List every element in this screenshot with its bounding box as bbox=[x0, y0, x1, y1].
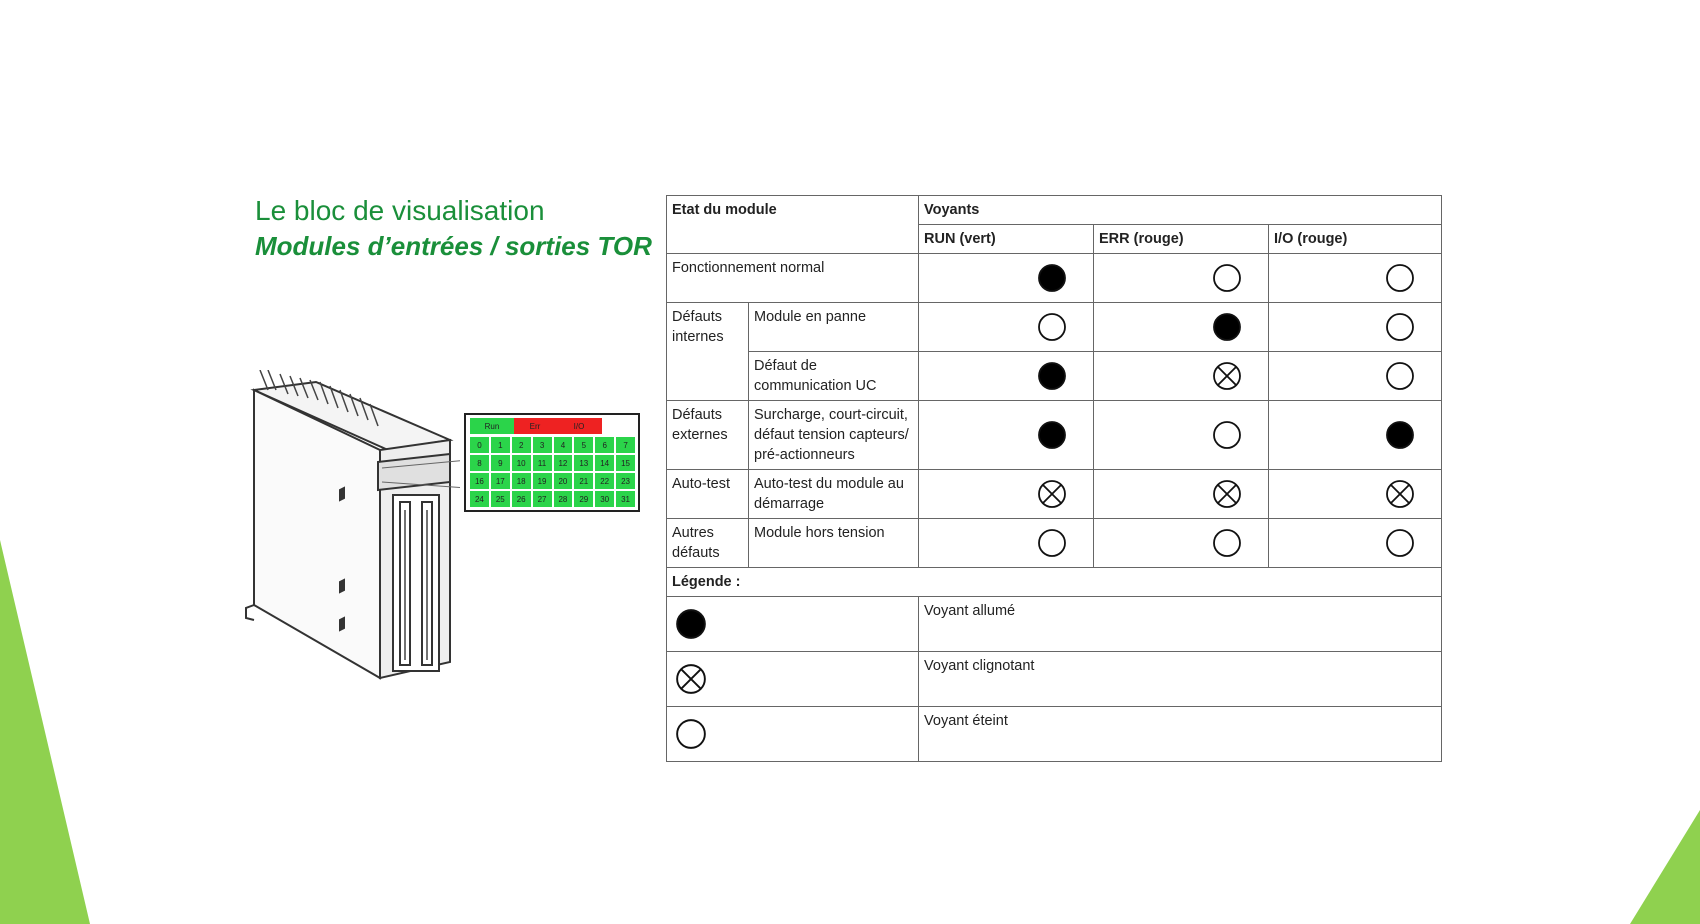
lamp-on-icon bbox=[675, 608, 707, 640]
led-channel: 26 bbox=[512, 491, 531, 507]
group-autotest: Auto-test bbox=[667, 470, 749, 519]
lamp-off-icon bbox=[1212, 263, 1242, 293]
led-channel: 3 bbox=[533, 437, 552, 453]
led-channel: 14 bbox=[595, 455, 614, 471]
row-comm-run bbox=[919, 352, 1094, 401]
row-external-label: Surcharge, court-circuit, défaut tension capteurs/ pré-actionneurs bbox=[749, 401, 919, 470]
lamp-on-icon bbox=[1037, 420, 1067, 450]
led-display-block bbox=[464, 413, 640, 512]
led-channel: 6 bbox=[595, 437, 614, 453]
legend-off-symbol bbox=[667, 707, 919, 762]
led-channel: 19 bbox=[533, 473, 552, 489]
row-external-run bbox=[919, 401, 1094, 470]
row-panne-io bbox=[1269, 303, 1442, 352]
row-comm-io bbox=[1269, 352, 1442, 401]
led-channel: 28 bbox=[554, 491, 573, 507]
group-internal-faults: Défauts internes bbox=[667, 303, 749, 401]
led-channel: 29 bbox=[574, 491, 593, 507]
led-channel: 10 bbox=[512, 455, 531, 471]
row-comm-err bbox=[1094, 352, 1269, 401]
row-panne-run bbox=[919, 303, 1094, 352]
legend-blink-symbol bbox=[667, 652, 919, 707]
lamp-on-icon bbox=[1037, 361, 1067, 391]
led-channel: 15 bbox=[616, 455, 635, 471]
led-status-table bbox=[666, 195, 1442, 762]
legend-on-symbol bbox=[667, 597, 919, 652]
header-voyants: Voyants bbox=[919, 196, 1442, 225]
row-autotest-run bbox=[919, 470, 1094, 519]
row-normal-label: Fonctionnement normal bbox=[667, 254, 919, 303]
led-channel: 21 bbox=[574, 473, 593, 489]
lamp-blinking-icon bbox=[675, 663, 707, 695]
lamp-off-icon bbox=[1385, 361, 1415, 391]
led-channel: 12 bbox=[554, 455, 573, 471]
lamp-on-icon bbox=[1385, 420, 1415, 450]
io-module-drawing bbox=[240, 370, 460, 680]
led-channel: 22 bbox=[595, 473, 614, 489]
led-io: I/O bbox=[556, 418, 602, 434]
led-channel: 31 bbox=[616, 491, 635, 507]
slide-title bbox=[255, 195, 652, 262]
led-channel: 1 bbox=[491, 437, 510, 453]
title-line-2: Modules d’entrées / sorties TOR bbox=[255, 231, 652, 261]
led-channel: 2 bbox=[512, 437, 531, 453]
row-other-err bbox=[1094, 519, 1269, 568]
lamp-off-icon bbox=[1037, 312, 1067, 342]
header-module-state: Etat du module bbox=[667, 196, 919, 254]
lamp-off-icon bbox=[1385, 263, 1415, 293]
row-other-label: Module hors tension bbox=[749, 519, 919, 568]
row-normal-run bbox=[919, 254, 1094, 303]
legend-off-text: Voyant éteint bbox=[919, 707, 1442, 762]
lamp-off-icon bbox=[1212, 528, 1242, 558]
led-run: Run bbox=[470, 418, 514, 434]
row-normal-err bbox=[1094, 254, 1269, 303]
row-external-io bbox=[1269, 401, 1442, 470]
row-panne-label: Module en panne bbox=[749, 303, 919, 352]
lamp-off-icon bbox=[1037, 528, 1067, 558]
row-autotest-io bbox=[1269, 470, 1442, 519]
row-panne-err bbox=[1094, 303, 1269, 352]
row-external-err bbox=[1094, 401, 1269, 470]
led-channel: 8 bbox=[470, 455, 489, 471]
legend-title: Légende : bbox=[667, 568, 1442, 597]
led-channel: 25 bbox=[491, 491, 510, 507]
header-run: RUN (vert) bbox=[919, 225, 1094, 254]
led-channel: 11 bbox=[533, 455, 552, 471]
led-channel: 17 bbox=[491, 473, 510, 489]
lamp-off-icon bbox=[675, 718, 707, 750]
right-green-decoration bbox=[1630, 810, 1700, 924]
row-autotest-err bbox=[1094, 470, 1269, 519]
group-other-faults: Autres défauts bbox=[667, 519, 749, 568]
legend-on-text: Voyant allumé bbox=[919, 597, 1442, 652]
row-other-io bbox=[1269, 519, 1442, 568]
row-autotest-label: Auto-test du module au démarrage bbox=[749, 470, 919, 519]
title-line-1: Le bloc de visualisation bbox=[255, 195, 545, 226]
lamp-off-icon bbox=[1212, 420, 1242, 450]
led-channel: 5 bbox=[574, 437, 593, 453]
led-channel: 4 bbox=[554, 437, 573, 453]
lamp-on-icon bbox=[1212, 312, 1242, 342]
group-external-faults: Défauts externes bbox=[667, 401, 749, 470]
led-channel: 9 bbox=[491, 455, 510, 471]
row-comm-label: Défaut de communication UC bbox=[749, 352, 919, 401]
lamp-blinking-icon bbox=[1037, 479, 1067, 509]
lamp-off-icon bbox=[1385, 528, 1415, 558]
legend-blink-text: Voyant clignotant bbox=[919, 652, 1442, 707]
led-channel-grid bbox=[470, 437, 635, 507]
led-channel: 20 bbox=[554, 473, 573, 489]
led-channel: 7 bbox=[616, 437, 635, 453]
led-channel: 23 bbox=[616, 473, 635, 489]
lamp-blinking-icon bbox=[1385, 479, 1415, 509]
led-err: Err bbox=[514, 418, 556, 434]
led-channel: 13 bbox=[574, 455, 593, 471]
header-io: I/O (rouge) bbox=[1269, 225, 1442, 254]
led-channel: 0 bbox=[470, 437, 489, 453]
lamp-off-icon bbox=[1385, 312, 1415, 342]
row-other-run bbox=[919, 519, 1094, 568]
lamp-blinking-icon bbox=[1212, 479, 1242, 509]
led-channel: 16 bbox=[470, 473, 489, 489]
lamp-on-icon bbox=[1037, 263, 1067, 293]
row-normal-io bbox=[1269, 254, 1442, 303]
lamp-blinking-icon bbox=[1212, 361, 1242, 391]
led-channel: 24 bbox=[470, 491, 489, 507]
left-green-decoration bbox=[0, 540, 90, 924]
led-status-header bbox=[470, 418, 602, 434]
led-channel: 27 bbox=[533, 491, 552, 507]
led-channel: 30 bbox=[595, 491, 614, 507]
header-err: ERR (rouge) bbox=[1094, 225, 1269, 254]
led-channel: 18 bbox=[512, 473, 531, 489]
